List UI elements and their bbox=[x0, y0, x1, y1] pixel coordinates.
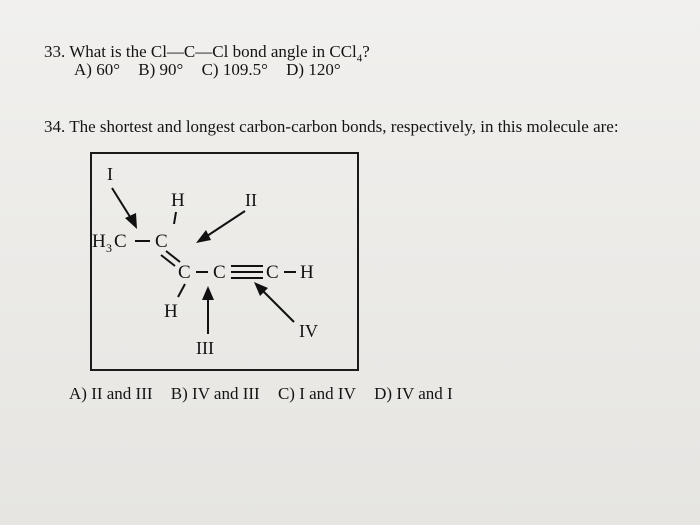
atom-c3: C bbox=[178, 262, 191, 283]
atom-h-bottom: H bbox=[164, 301, 178, 322]
question-text: What is the Cl—C—Cl bond angle in CCl bbox=[69, 42, 357, 61]
arrow-I-shaft bbox=[112, 188, 132, 220]
atom-h-end: H bbox=[300, 262, 314, 283]
arrow-II-head bbox=[196, 230, 211, 243]
molecule-structure bbox=[92, 154, 357, 369]
arrow-II-shaft bbox=[204, 211, 245, 238]
arrow-I-head bbox=[125, 213, 137, 229]
arrow-III-head bbox=[202, 286, 214, 300]
option-a: A) 60° bbox=[74, 60, 120, 79]
label-III: III bbox=[196, 338, 214, 358]
atom-h-top: H bbox=[171, 190, 185, 211]
question-end: ? bbox=[362, 42, 370, 61]
atom-c4: C bbox=[213, 262, 226, 283]
bond-h-bottom bbox=[178, 284, 185, 297]
option-c: C) 109.5° bbox=[201, 60, 268, 79]
question-number: 34. bbox=[44, 117, 66, 136]
arrow-IV-shaft bbox=[262, 290, 294, 322]
option-a: A) II and III bbox=[69, 384, 153, 403]
bond-h-top bbox=[174, 212, 176, 224]
question-number: 33. bbox=[44, 42, 66, 61]
atom-c5: C bbox=[266, 262, 279, 283]
question-33-options bbox=[74, 60, 355, 80]
option-b: B) IV and III bbox=[170, 384, 260, 403]
atom-h3c-c: C bbox=[114, 231, 127, 252]
label-I: I bbox=[107, 164, 113, 184]
label-II: II bbox=[245, 190, 257, 210]
atom-c2: C bbox=[155, 231, 168, 252]
label-IV: IV bbox=[299, 321, 318, 341]
option-c: C) I and IV bbox=[277, 384, 356, 403]
atom-h3c-h: H bbox=[92, 231, 106, 252]
formula-subscript: 4 bbox=[356, 52, 363, 65]
option-d: D) IV and I bbox=[374, 384, 453, 403]
option-b: B) 90° bbox=[138, 60, 184, 79]
option-d: D) 120° bbox=[286, 60, 341, 79]
question-34-options bbox=[69, 384, 467, 404]
question-34 bbox=[44, 117, 619, 137]
question-text: The shortest and longest carbon-carbon bonds, respectively, in this molecule are: bbox=[69, 117, 619, 136]
atom-h3c-sub: 3 bbox=[106, 241, 112, 255]
molecule-diagram-box bbox=[90, 152, 359, 371]
